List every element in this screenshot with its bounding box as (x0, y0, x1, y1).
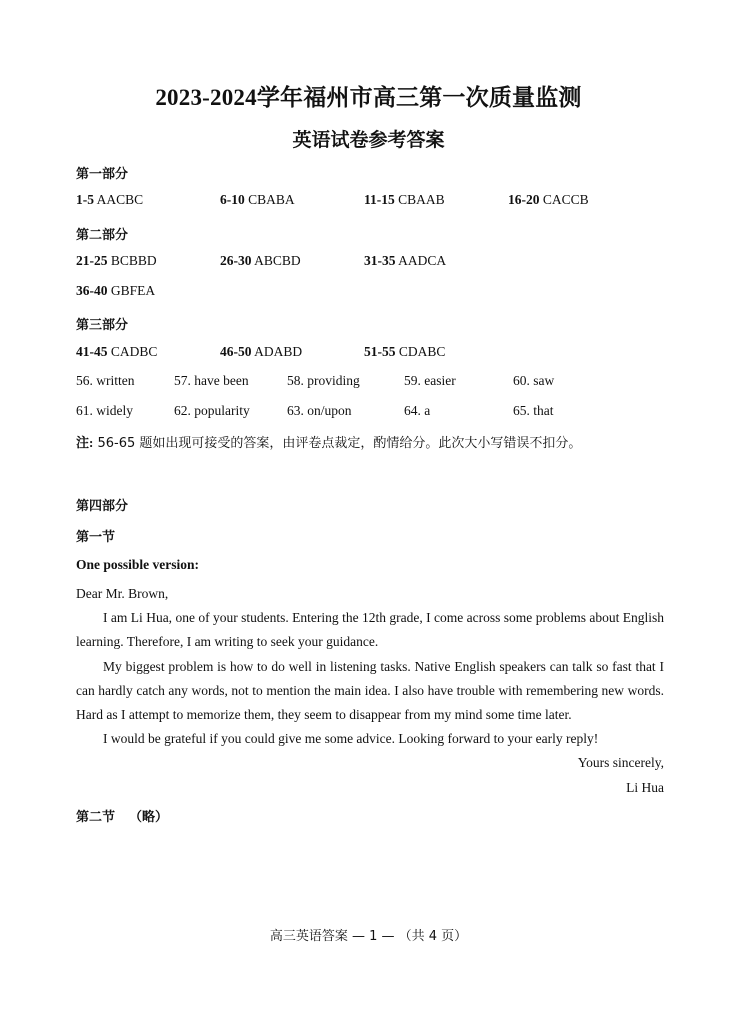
answer-letters: CADBC (110, 344, 158, 359)
blank-answer: 56. written (76, 373, 135, 388)
answer-group (76, 253, 157, 269)
blank-answer: 60. saw (513, 373, 555, 388)
answer-group (508, 192, 589, 208)
document-subtitle: 英语试卷参考答案 (292, 129, 445, 151)
answer-group (220, 253, 301, 269)
answer-group (220, 344, 302, 360)
answer-range: 31-35 (364, 253, 396, 268)
blank-answer: 58. providing (287, 373, 360, 388)
part2-heading: 第二部分 (76, 228, 129, 243)
essay-salutation: Dear Mr. Brown, (76, 586, 169, 601)
part4-section2-heading (76, 806, 168, 825)
answer-range: 46-50 (220, 344, 252, 359)
answer-letters: AACBC (96, 192, 144, 207)
section2-note: （略） (129, 810, 169, 825)
answer-range: 1-5 (76, 192, 94, 207)
blank-answer: 61. widely (76, 403, 133, 418)
answer-range: 16-20 (508, 192, 540, 207)
blank-answer: 63. on/upon (287, 403, 352, 418)
answer-letters: BCBBD (110, 253, 157, 268)
grading-note (76, 432, 581, 451)
answer-group (76, 344, 157, 360)
answer-range: 36-40 (76, 283, 108, 298)
essay-paragraph: My biggest problem is how to do well in listening tasks. Native English speakers can talk so fast that I can hardly catch any words, not to mention the main idea. I also have trouble with remembering new words. Hard as I attempt to memorize them, they seem to disappear from my mind some time later. (76, 658, 664, 723)
answer-range: 51-55 (364, 344, 396, 359)
part3-heading: 第三部分 (76, 318, 129, 333)
answer-group (220, 192, 295, 208)
answer-range: 26-30 (220, 253, 252, 268)
version-label: One possible version: (76, 557, 200, 572)
note-label: 注: (76, 435, 94, 450)
essay-paragraph: I would be grateful if you could give me some advice. Looking forward to your early reply! (103, 731, 599, 747)
part4-heading: 第四部分 (76, 499, 129, 514)
blank-answer: 65. that (513, 403, 554, 418)
answer-group (364, 253, 446, 269)
answer-range: 41-45 (76, 344, 108, 359)
answer-range: 11-15 (364, 192, 395, 207)
answer-letters: CACCB (542, 192, 589, 207)
part4-section1-heading: 第一节 (76, 530, 116, 545)
answer-letters: AADCA (398, 253, 447, 268)
answer-letters: ADABD (254, 344, 303, 359)
sample-essay (76, 582, 664, 800)
answer-group (364, 192, 445, 208)
answer-range: 6-10 (220, 192, 245, 207)
blank-answer: 64. a (404, 403, 431, 418)
answer-letters: ABCBD (254, 253, 301, 268)
essay-paragraph: I am Li Hua, one of your students. Entering the 12th grade, I come across some problems about English learning. Therefore, I am writing to seek your guidance. (76, 610, 664, 650)
note-text: 56-65 题如出现可接受的答案，由评卷点裁定，酌情给分。此次大小写错误不扣分。 (97, 436, 582, 451)
answer-range: 21-25 (76, 253, 108, 268)
section2-label: 第二节 (76, 810, 116, 825)
essay-closing: Yours sincerely, (577, 755, 664, 771)
blank-answer: 57. have been (174, 373, 249, 388)
essay-signature: Li Hua (626, 779, 664, 795)
answer-letters: GBFEA (110, 283, 156, 298)
blank-answer: 59. easier (404, 373, 456, 388)
answer-group (364, 344, 445, 360)
blank-answer: 62. popularity (174, 403, 250, 418)
answer-group (76, 283, 155, 299)
page-footer: 高三英语答案 — 1 — （共 4 页） (269, 929, 468, 944)
answer-letters: CBAAB (398, 192, 445, 207)
part1-heading: 第一部分 (76, 167, 129, 182)
document-title: 2023-2024学年福州市高三第一次质量监测 (155, 85, 582, 110)
answer-letters: CDABC (398, 344, 446, 359)
answer-group (76, 192, 143, 208)
answer-letters: CBABA (248, 192, 295, 207)
